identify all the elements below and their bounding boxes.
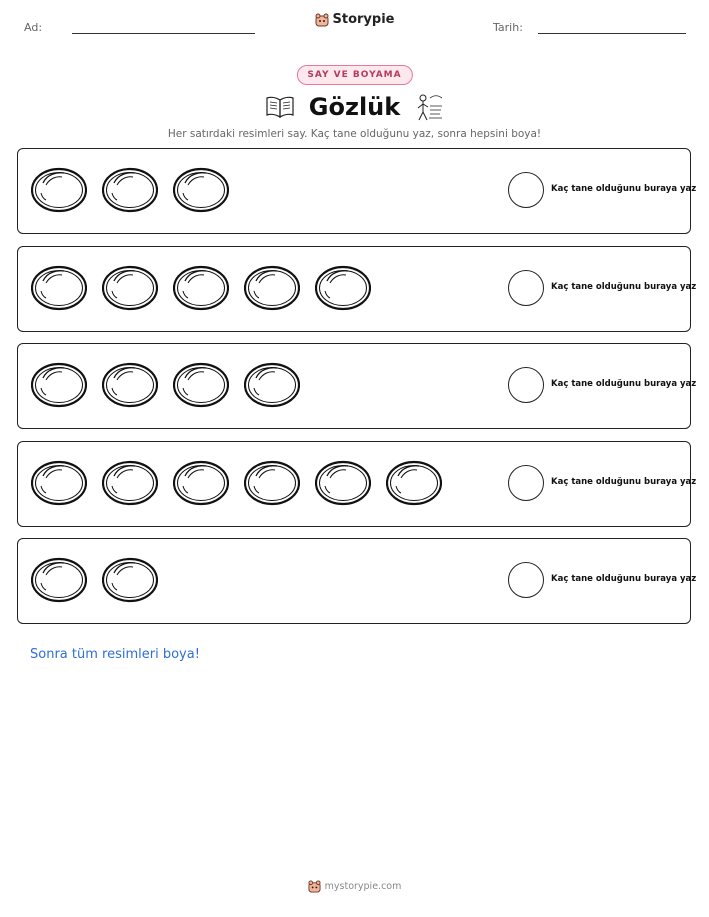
brand-header [0, 12, 709, 27]
glasses-lens-picture[interactable] [173, 362, 229, 408]
answer-circle[interactable] [508, 562, 544, 598]
answer-label: Kaç tane olduğunu buraya yaz [551, 379, 697, 389]
reader-illustration-icon [414, 92, 444, 122]
title-row [0, 92, 709, 122]
glasses-lens-picture[interactable] [315, 460, 371, 506]
glasses-lens-picture[interactable] [102, 265, 158, 311]
count-row [17, 343, 697, 429]
glasses-lens-picture[interactable] [31, 362, 87, 408]
name-line[interactable] [72, 33, 255, 34]
instructions: Her satırdaki resimleri say. Kaç tane olduğunu yaz, sonra hepsini boya! [167, 128, 542, 140]
name-label: Ad: [24, 21, 43, 34]
glasses-lens-picture[interactable] [386, 460, 442, 506]
date-label: Tarih: [493, 21, 523, 34]
storypie-logo-icon [315, 13, 329, 27]
glasses-lens-picture[interactable] [315, 265, 371, 311]
glasses-lens-picture[interactable] [102, 557, 158, 603]
glasses-lens-picture[interactable] [102, 460, 158, 506]
footer-url: mystorypie.com [324, 881, 402, 892]
glasses-lens-picture[interactable] [173, 460, 229, 506]
glasses-lens-picture[interactable] [173, 265, 229, 311]
glasses-lens-picture[interactable] [244, 265, 300, 311]
answer-label: Kaç tane olduğunu buraya yaz [551, 574, 697, 584]
count-row [17, 538, 697, 624]
answer-circle[interactable] [508, 270, 544, 306]
answer-label: Kaç tane olduğunu buraya yaz [551, 476, 697, 487]
count-row [17, 441, 697, 527]
open-book-icon [265, 96, 295, 118]
glasses-lens-picture[interactable] [31, 167, 87, 213]
glasses-lens-picture[interactable] [31, 265, 87, 311]
footer-note: Sonra tüm resimleri boya! [30, 647, 200, 662]
glasses-lens-picture[interactable] [244, 362, 300, 408]
glasses-lens-picture[interactable] [102, 167, 158, 213]
answer-circle[interactable] [508, 367, 544, 403]
date-line[interactable] [538, 33, 686, 34]
brand-name: Storypie [332, 12, 395, 27]
glasses-lens-picture[interactable] [102, 362, 158, 408]
storypie-logo-icon [308, 880, 321, 893]
count-row [17, 148, 697, 234]
answer-label: Kaç tane olduğunu buraya yaz [551, 281, 697, 292]
footer [0, 880, 709, 893]
count-row [17, 246, 697, 332]
activity-badge: SAY VE BOYAMA [296, 65, 412, 85]
glasses-lens-picture[interactable] [31, 557, 87, 603]
page-title: Gözlük [308, 93, 401, 121]
glasses-lens-picture[interactable] [244, 460, 300, 506]
glasses-lens-picture[interactable] [31, 460, 87, 506]
glasses-lens-picture[interactable] [173, 167, 229, 213]
answer-circle[interactable] [508, 465, 544, 501]
answer-circle[interactable] [508, 172, 544, 208]
answer-label: Kaç tane olduğunu buraya yaz [551, 184, 697, 194]
